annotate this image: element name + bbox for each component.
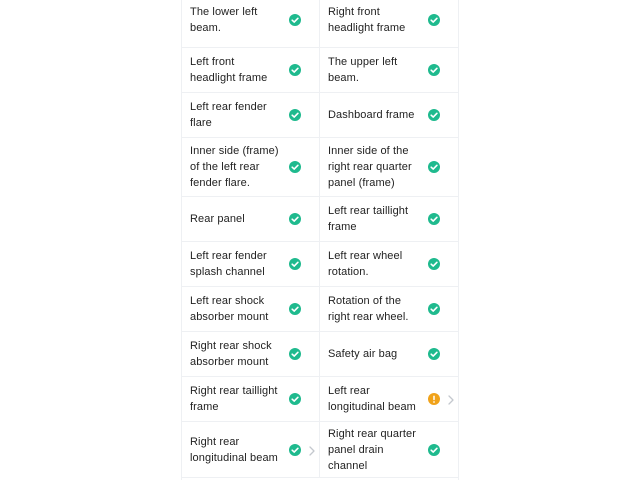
- inspection-item-label: Dashboard frame: [328, 109, 415, 121]
- check-circle-icon: [428, 14, 440, 26]
- inspection-row: [182, 0, 458, 48]
- check-circle-icon: [428, 348, 440, 360]
- check-circle-icon: [289, 213, 301, 225]
- check-circle-icon: [428, 258, 440, 270]
- check-circle-icon: [289, 258, 301, 270]
- check-circle-icon: [428, 64, 440, 76]
- check-circle-icon: [289, 348, 301, 360]
- check-circle-icon: [289, 161, 301, 173]
- exclamation-circle-icon: [428, 393, 440, 405]
- chevron-right-icon[interactable]: [447, 393, 455, 405]
- inspection-item: [182, 48, 320, 92]
- inspection-item-label: The upper left beam.: [328, 56, 398, 84]
- inspection-item: [320, 242, 458, 286]
- check-circle-icon: [428, 161, 440, 173]
- check-circle-icon: [289, 444, 301, 456]
- inspection-item: [182, 138, 320, 196]
- inspection-item-label: Right front headlight frame: [328, 5, 406, 34]
- inspection-item-label: Inner side (frame) of the left rear fender flare.: [190, 145, 279, 189]
- inspection-item: [320, 197, 458, 241]
- inspection-item[interactable]: [320, 377, 458, 421]
- inspection-item-label: Left rear fender flare: [190, 101, 267, 129]
- check-circle-icon: [289, 393, 301, 405]
- check-circle-icon: [289, 109, 301, 121]
- inspection-item: [182, 377, 320, 421]
- inspection-item[interactable]: [182, 422, 320, 477]
- inspection-item: [182, 93, 320, 137]
- check-circle-icon: [289, 14, 301, 26]
- inspection-item-label: Left rear longitudinal beam: [328, 385, 416, 413]
- inspection-item-label: Right rear shock absorber mount: [190, 340, 272, 368]
- inspection-row: [182, 93, 458, 138]
- inspection-item: [182, 197, 320, 241]
- inspection-row: [182, 197, 458, 242]
- inspection-row: [182, 242, 458, 287]
- inspection-row: [182, 48, 458, 93]
- check-circle-icon: [289, 303, 301, 315]
- chevron-right-icon[interactable]: [308, 444, 316, 456]
- inspection-item-label: Left rear shock absorber mount: [190, 295, 269, 323]
- inspection-item: [182, 242, 320, 286]
- check-circle-icon: [428, 109, 440, 121]
- inspection-row: [182, 377, 458, 422]
- inspection-item: [320, 138, 458, 196]
- inspection-panel: [181, 0, 459, 480]
- inspection-item-label: Right rear quarter panel drain channel: [328, 427, 417, 472]
- inspection-item-label: Safety air bag: [328, 348, 398, 360]
- inspection-item-label: Right rear taillight frame: [190, 385, 278, 413]
- check-circle-icon: [428, 303, 440, 315]
- inspection-item-label: Left rear fender splash channel: [190, 250, 267, 278]
- inspection-item: [182, 332, 320, 376]
- inspection-item-label: Left rear wheel rotation.: [328, 250, 403, 278]
- inspection-row: [182, 422, 458, 478]
- inspection-item-label: Inner side of the right rear quarter panel (frame): [328, 145, 412, 189]
- inspection-row: [182, 332, 458, 377]
- inspection-item: [320, 287, 458, 331]
- inspection-item: [320, 48, 458, 92]
- inspection-item: [320, 422, 458, 477]
- inspection-grid: [182, 0, 458, 478]
- inspection-item-label: Rotation of the right rear wheel.: [328, 295, 409, 323]
- inspection-item: [182, 0, 320, 47]
- inspection-item-label: Rear panel: [190, 213, 245, 225]
- check-circle-icon: [428, 213, 440, 225]
- check-circle-icon: [289, 64, 301, 76]
- inspection-row: [182, 138, 458, 197]
- inspection-item: [320, 0, 458, 47]
- inspection-item-label: Left front headlight frame: [190, 56, 268, 84]
- inspection-item-label: The lower left beam.: [190, 5, 258, 34]
- inspection-item: [320, 93, 458, 137]
- inspection-row: [182, 287, 458, 332]
- check-circle-icon: [428, 444, 440, 456]
- inspection-item: [182, 287, 320, 331]
- inspection-item: [320, 332, 458, 376]
- inspection-item-label: Right rear longitudinal beam: [190, 435, 278, 464]
- inspection-item-label: Left rear taillight frame: [328, 205, 409, 233]
